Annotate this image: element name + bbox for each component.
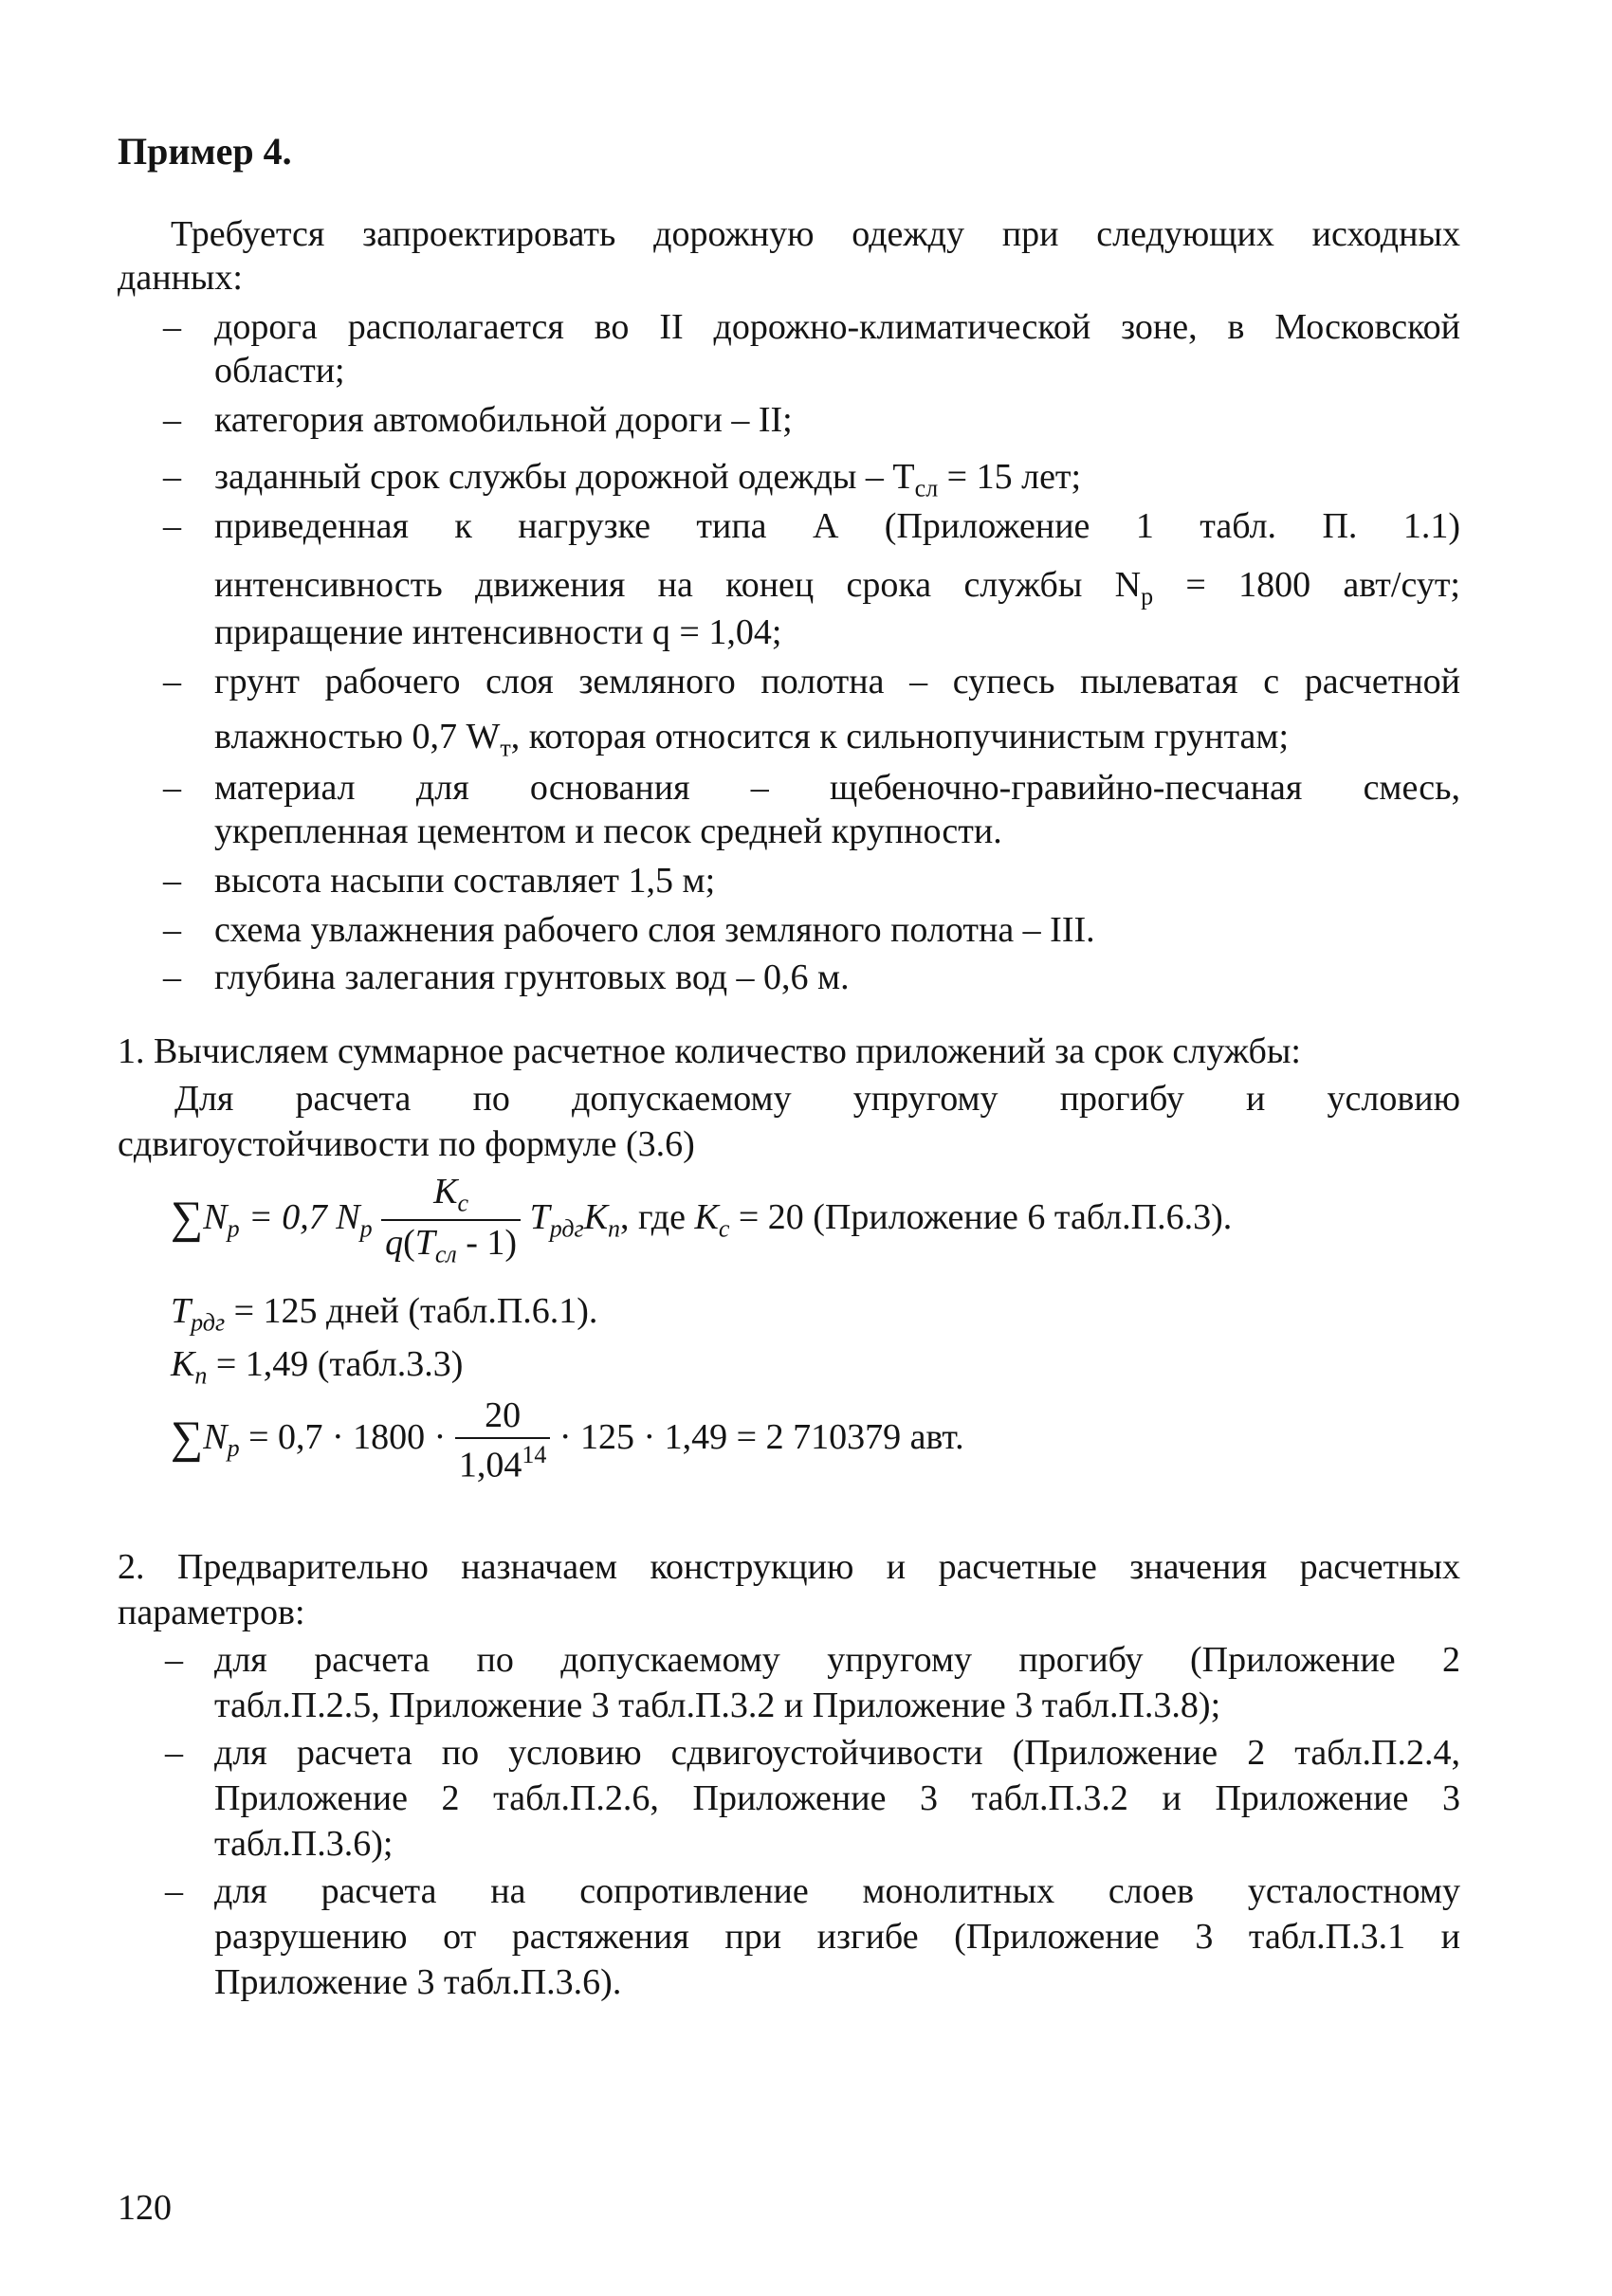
- example-heading: Пример 4.: [118, 130, 292, 173]
- formula-3-6: $\sum N_p = 0,7$ $N_p$ $\frac{K_c}{q(T_{сл} - 1)}$ $T_{рдг}K_n$, где $K_c = 20$ (Приложение 6 табл.П.6.3).: [171, 1172, 1233, 1268]
- list-dash: –: [163, 861, 181, 901]
- step-1-text: Для расчета по допускаемому упругому прогибу и условию: [174, 1079, 1460, 1119]
- list-dash: –: [163, 768, 181, 808]
- t-rdg-value: $T_{рдг} = 125$ дней (табл.П.6.1).: [171, 1291, 598, 1337]
- list-item-text: Приложение 3 табл.П.3.6).: [214, 1962, 622, 2002]
- list-item-text: высота насыпи составляет 1,5 м;: [214, 861, 716, 901]
- list-dash: –: [165, 1640, 183, 1680]
- list-dash: –: [163, 400, 181, 440]
- k-n-value: $K_n = 1,49$ (табл.3.3): [171, 1344, 464, 1390]
- step-2-heading: 2. Предварительно назначаем конструкцию и расчетные значения расчетных: [118, 1547, 1460, 1587]
- list-item-text: табл.П.2.5, Приложение 3 табл.П.3.2 и Приложение 3 табл.П.3.8);: [214, 1686, 1221, 1725]
- list-item-text: для расчета на сопротивление монолитных слоев усталостному: [214, 1871, 1460, 1911]
- list-dash: –: [163, 307, 181, 347]
- list-dash: –: [163, 957, 181, 997]
- list-item-text: приведенная к нагрузке типа А (Приложение 1 табл. П. 1.1): [214, 506, 1460, 546]
- list-item-text: приращение интенсивности q = 1,04;: [214, 612, 782, 652]
- sum-calculation: $\sum N_p = 0,7 \cdot 1800$ · $\frac{20}{1,04^{14}}$ · 125 · 1,49 = 2 710379 авт.: [171, 1395, 964, 1485]
- list-item-text: заданный срок службы дорожной одежды – $Т_{сл} = 15$ лет;: [214, 457, 1082, 502]
- list-dash: –: [163, 457, 181, 497]
- list-item-text: разрушению от растяжения при изгибе (Приложение 3 табл.П.3.1 и: [214, 1917, 1460, 1957]
- page-number: 120: [118, 2188, 172, 2228]
- step-1-text: сдвигоустойчивости по формуле (3.6): [118, 1124, 695, 1164]
- intro-line: данных:: [118, 258, 243, 298]
- formula-fraction: $\frac{K_c}{q(T_{сл} - 1)}$: [381, 1174, 521, 1267]
- list-item-text: укрепленная цементом и песок средней крупности.: [214, 811, 1002, 851]
- list-item-text: интенсивность движения на конец срока службы $N_р = 1800$ авт/сут;: [214, 565, 1460, 610]
- list-dash: –: [165, 1871, 183, 1911]
- list-item-text: области;: [214, 351, 345, 391]
- list-item-text: грунт рабочего слоя земляного полотна – супесь пылеватая с расчетной: [214, 662, 1460, 702]
- list-item-text: для расчета по допускаемому упругому прогибу (Приложение 2: [214, 1640, 1460, 1680]
- list-item-text: табл.П.3.6);: [214, 1824, 394, 1864]
- list-item-text: схема увлажнения рабочего слоя земляного полотна – III.: [214, 910, 1095, 950]
- list-dash: –: [163, 910, 181, 950]
- list-dash: –: [163, 506, 181, 546]
- step-1-heading: 1. Вычисляем суммарное расчетное количество приложений за срок службы:: [118, 1031, 1301, 1071]
- list-item-text: Приложение 2 табл.П.2.6, Приложение 3 табл.П.3.2 и Приложение 3: [214, 1778, 1460, 1818]
- list-item-text: глубина залегания грунтовых вод – 0,6 м.: [214, 957, 850, 997]
- list-dash: –: [163, 662, 181, 702]
- calculation-fraction: $\frac{20}{1,04^{14}}$: [455, 1397, 551, 1483]
- intro-line: Требуется запроектировать дорожную одежду при следующих исходных: [171, 214, 1460, 254]
- list-item-text: для расчета по условию сдвигоустойчивости (Приложение 2 табл.П.2.4,: [214, 1733, 1460, 1773]
- list-item-text: влажностью 0,7 $W_т$, которая относится к сильнопучинистым грунтам;: [214, 717, 1289, 762]
- list-item-text: материал для основания – щебеночно-гравийно-песчаная смесь,: [214, 768, 1460, 808]
- step-2-text: параметров:: [118, 1593, 305, 1632]
- list-item-text: категория автомобильной дороги – II;: [214, 400, 793, 440]
- list-item-text: дорога располагается во II дорожно-климатической зоне, в Московской: [214, 307, 1460, 347]
- list-dash: –: [165, 1733, 183, 1773]
